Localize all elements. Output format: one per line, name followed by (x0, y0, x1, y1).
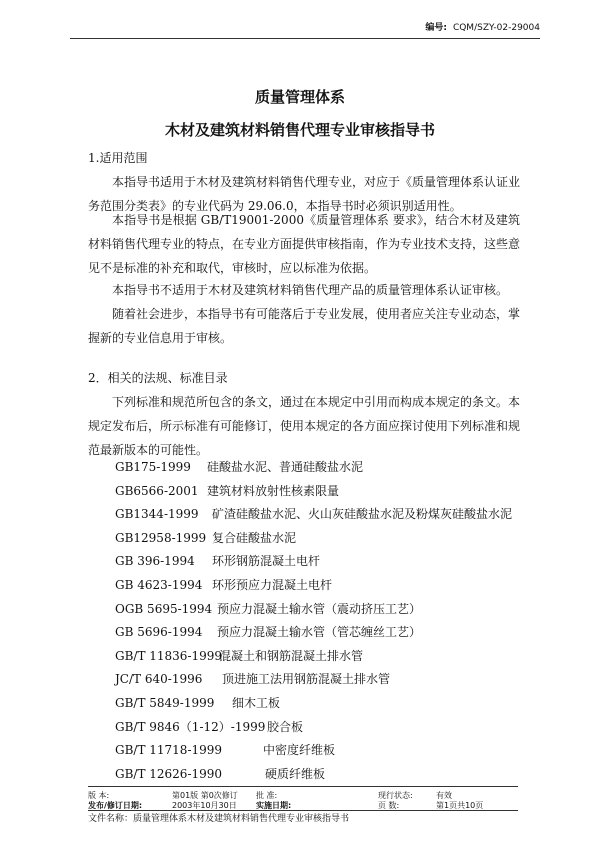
document-title: 质量管理体系 (254, 88, 345, 106)
standard-name: 硬质纤维板 (265, 766, 326, 781)
standard-name: 胶合板 (267, 719, 304, 734)
standard-code: GB 396-1994 (115, 554, 195, 569)
standard-code: GB/T 11718-1999 (115, 743, 223, 758)
footer-info (88, 790, 518, 812)
document-number-header (70, 20, 540, 39)
standard-name: 建筑材料放射性核素限量 (207, 483, 340, 498)
standard-row (115, 694, 280, 711)
standard-code: GB/T 11836-1999 (115, 648, 223, 663)
edition-value: 第01版 第0次修订 (172, 791, 238, 800)
standard-name: 预应力混凝土输水管（震动挤压工艺） (217, 601, 422, 616)
section-1-heading: 1.适用范围 (88, 151, 148, 165)
section-1-paragraph: 本指导书是根据 GB/T19001-2000《质量管理体系 要求》，结合木材及建筑材料销售代理专业的特点，在专业方面提供审核指南，作为专业技术支持，这些意见不是标准的补充和取代，审核时，应以标准为依据。 (88, 213, 521, 275)
document-number-value: CQM/SZY-02-29004 (452, 23, 540, 33)
file-name: 文件名称：质量管理体系木材及建筑材料销售代理专业审核指导书 (88, 814, 350, 824)
footer-divider (88, 786, 518, 787)
section-1-paragraph: 本指导书不适用于木材及建筑材料销售代理产品的质量管理体系认证审核。 (112, 283, 509, 297)
date-value: 2003年10月30日 (172, 801, 237, 810)
section-1-paragraph: 随着社会进步，本指导书有可能落后于专业发展，使用者应关注专业动态，掌握新的专业信息用于审核。 (88, 307, 521, 345)
standard-code: GB/T 5849-1999 (115, 696, 215, 710)
standard-row (115, 741, 335, 758)
edition-label: 版 本: (88, 791, 110, 800)
standard-row (115, 576, 332, 593)
standard-row (115, 505, 512, 522)
date-label: 发布/修订日期: (88, 801, 143, 810)
standard-code: GB175-1999 (115, 460, 191, 474)
page-count-value: 第1页共10页 (436, 801, 484, 810)
status-label: 现行状态: (378, 791, 413, 800)
section-2-heading: 2．相关的法规、标准目录 (88, 371, 228, 385)
standard-name: 矿渣硅酸盐水泥、火山灰硅酸盐水泥及粉煤灰硅酸盐水泥 (212, 507, 513, 522)
standard-row (115, 718, 303, 735)
approve-label: 批 准: (256, 791, 278, 800)
page-count-label: 页 数: (378, 801, 400, 810)
standard-row (115, 482, 339, 499)
standard-name: 中密度纤维板 (263, 743, 336, 758)
standard-code: GB 4623-1994 (115, 578, 203, 592)
document-number-label: 编号: (425, 23, 447, 33)
section-2-intro: 下列标准和规范所包含的条文，通过在本规定中引用而构成本规定的条文。本规定发布后，所示标准有可能修订，使用本规定的各方面应探讨使用下列标准和规范最新版本的可能性。 (88, 395, 521, 457)
standard-row (115, 529, 296, 546)
standard-name: 预应力混凝土输水管（管芯缠丝工艺） (217, 625, 422, 640)
standard-row (115, 670, 390, 687)
standard-name: 硅酸盐水泥、普通硅酸盐水泥 (207, 460, 364, 474)
standard-name: 环形钢筋混凝土电杆 (212, 554, 321, 569)
standard-name: 混凝土和钢筋混凝土排水管 (219, 648, 364, 663)
standard-name: 环形预应力混凝土电杆 (212, 578, 333, 592)
standard-code: GB12958-1999 (115, 530, 207, 545)
standard-row (115, 458, 363, 475)
standard-code: GB/T 12626-1990 (115, 766, 223, 781)
standard-row (115, 623, 421, 640)
standard-row (115, 647, 363, 664)
standard-name: 顶进施工法用钢筋混凝土排水管 (222, 672, 391, 687)
standard-name: 细木工板 (232, 696, 281, 710)
document-subtitle: 木材及建筑材料销售代理专业审核指导书 (164, 121, 435, 139)
status-value: 有效 (436, 791, 452, 800)
standard-row (115, 765, 325, 782)
standard-code: OGB 5695-1994 (115, 601, 213, 616)
standard-code: GB 5696-1994 (115, 625, 203, 640)
standard-row (115, 552, 320, 569)
standard-code: JC/T 640-1996 (115, 672, 203, 687)
standard-name: 复合硅酸盐水泥 (212, 530, 297, 545)
standard-row (115, 600, 421, 617)
section-1-paragraph: 本指导书适用于木材及建筑材料销售代理专业，对应于《质量管理体系认证业务范围分类表》的专业代码为 29.06.0，本指导书时必须识别适用性。 (88, 175, 521, 213)
implementation-date-label: 实施日期: (256, 801, 292, 810)
standard-code: GB6566-2001 (115, 483, 199, 498)
standard-code: GB1344-1999 (115, 507, 199, 522)
standard-code: GB/T 9846（1-12）-1999 (115, 719, 266, 734)
